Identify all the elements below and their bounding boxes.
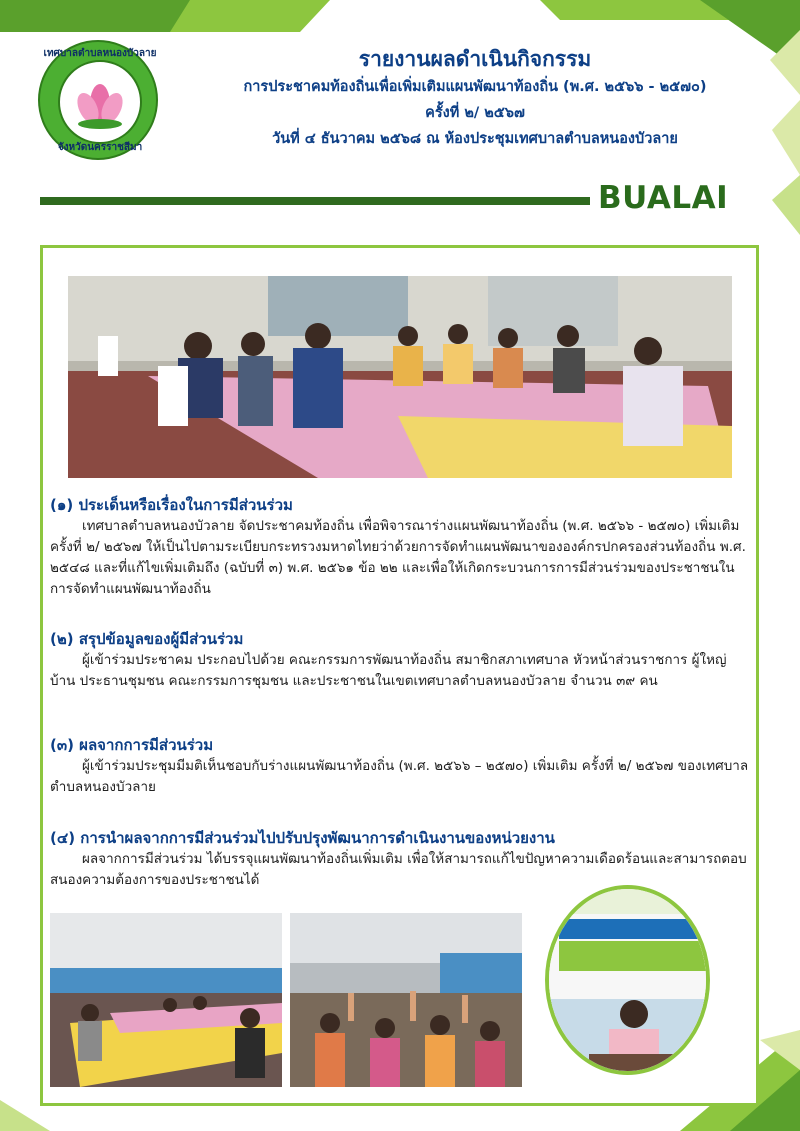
section-1-text: เทศบาลตำบลหนองบัวลาย จัดประชาคมท้องถิ่น เพื่อพิจารณาร่างแผนพัฒนาท้องถิ่น (พ.ศ. ๒๕๖๖ - ๒๕๗๐) เพิ่มเติม ครั้งที่ ๒/ ๒๕๖๗ ให้เป็นไปตามระเบียบกระทรวงมหาดไทยว่าด้วยการจัดทำแผนพัฒนาขององค์กรปกครองส่วนท้องถิ่น พ.ศ. ๒๕๔๘ และที่แก้ไขเพิ่มเติมถึง (ฉบับที่ ๓) พ.ศ. ๒๕๖๑ ข้อ ๒๒ และเพื่อให้เกิดกระบวนการการมีส่วนร่วมของประชาชนในการจัดทำแผนพัฒนาท้องถิ่น bbox=[50, 518, 746, 597]
section-3-text: ผู้เข้าร่วมประชุมมีมติเห็นชอบกับร่างแผนพัฒนาท้องถิ่น (พ.ศ. ๒๕๖๖ – ๒๕๗๐) เพิ่มเติม ครั้งที่ ๒/ ๒๕๖๗ ของเทศบาลตำบลหนองบัวลาย bbox=[50, 758, 749, 795]
logo-org-name: เทศบาลตำบลหนองบัวลาย bbox=[43, 48, 157, 59]
lotus-icon bbox=[60, 62, 140, 142]
section-2-body bbox=[50, 650, 750, 692]
page-title: รายงานผลดำเนินกิจกรรม bbox=[358, 47, 592, 71]
logo-province: จังหวัดนครราชสีมา bbox=[57, 142, 143, 153]
meeting-date: วันที่ ๔ ธันวาคม ๒๕๖๘ ณ ห้องประชุมเทศบาลตำบลหนองบัวลาย bbox=[272, 131, 678, 147]
section-3-heading: (๓) ผลจากการมีส่วนร่วม bbox=[50, 736, 214, 754]
section-2-text: ผู้เข้าร่วมประชาคม ประกอบไปด้วย คณะกรรมการพัฒนาท้องถิ่น สมาชิกสภาเทศบาล หัวหน้าส่วนราชการ ผู้ใหญ่บ้าน ประธานชุมชน คณะกรรมการชุมชน และประชาชนในเขตเทศบาลตำบลหนองบัวลาย จำนวน ๓๙ คน bbox=[50, 652, 727, 689]
meeting-photo-voting bbox=[290, 913, 522, 1087]
section-1-heading: (๑) ประเด็นหรือเรื่องในการมีส่วนร่วม bbox=[50, 496, 293, 514]
municipality-logo bbox=[38, 40, 158, 160]
header-divider bbox=[40, 197, 590, 205]
speaker-photo bbox=[545, 885, 710, 1075]
report-header bbox=[160, 44, 790, 152]
brand-wordmark: BUALAI bbox=[598, 180, 729, 216]
session-number: ครั้งที่ ๒/ ๒๕๖๗ bbox=[425, 105, 525, 121]
section-1-body bbox=[50, 516, 750, 600]
meeting-photo-main bbox=[68, 276, 732, 478]
corner-decoration-top-left bbox=[0, 0, 330, 32]
section-2-heading: (๒) สรุปข้อมูลของผู้มีส่วนร่วม bbox=[50, 630, 244, 648]
page-subtitle: การประชาคมท้องถิ่นเพื่อเพิ่มเติมแผนพัฒนาท้องถิ่น (พ.ศ. ๒๕๖๖ - ๒๕๗๐) bbox=[243, 79, 707, 95]
section-4-body bbox=[50, 849, 750, 891]
logo-emblem bbox=[58, 60, 142, 144]
meeting-photo-left bbox=[50, 913, 282, 1087]
section-4-text: ผลจากการมีส่วนร่วม ได้บรรจุแผนพัฒนาท้องถิ่นเพิ่มเติม เพื่อให้สามารถแก้ไขปัญหาความเดือดร้อนและสามารถตอบสนองความต้องการของประชาชนได้ bbox=[50, 851, 747, 888]
section-4-heading: (๔) การนำผลจากการมีส่วนร่วมไปปรับปรุงพัฒนาการดำเนินงานของหน่วยงาน bbox=[50, 829, 555, 847]
section-3-body bbox=[50, 756, 750, 798]
